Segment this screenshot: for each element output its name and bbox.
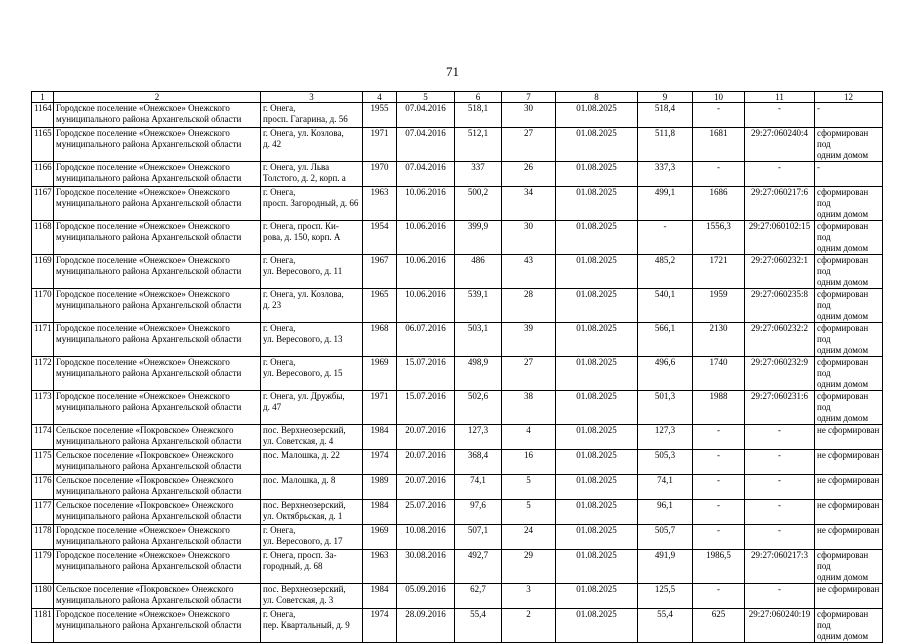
land-area-cell: 1988 bbox=[693, 391, 745, 425]
area-living-cell: 511,8 bbox=[638, 128, 693, 162]
address-cell: г. Онега, просп. Загородный, д. 66 bbox=[261, 187, 363, 221]
address-cell: г. Онега, ул. Вересового, д. 11 bbox=[261, 255, 363, 289]
table-row bbox=[32, 221, 883, 255]
land-area-cell: - bbox=[693, 584, 745, 609]
cadastral-number-cell: 29:27:060240:4 bbox=[745, 128, 815, 162]
land-area-cell: - bbox=[693, 103, 745, 128]
year-built-cell: 1984 bbox=[363, 584, 397, 609]
row-number-cell: 1168 bbox=[32, 221, 54, 255]
date-recognized-cell: 15.07.2016 bbox=[397, 391, 455, 425]
municipality-cell: Городское поселение «Онежское» Онежского муниципального района Архангельской области bbox=[54, 357, 261, 391]
column-number: 1 bbox=[32, 92, 54, 103]
land-status-cell: сформирован под одним домом bbox=[815, 187, 883, 221]
residents-cell: 5 bbox=[502, 475, 556, 500]
municipality-cell: Городское поселение «Онежское» Онежского муниципального района Архангельской области bbox=[54, 289, 261, 323]
area-total-cell: 507,1 bbox=[455, 525, 502, 550]
table-row bbox=[32, 162, 883, 187]
land-area-cell: 2130 bbox=[693, 323, 745, 357]
area-living-cell: 55,4 bbox=[638, 609, 693, 643]
address-cell: пос. Верхнеозерский, ул. Октябрьская, д. 1 bbox=[261, 500, 363, 525]
date-recognized-cell: 25.07.2016 bbox=[397, 500, 455, 525]
area-living-cell: 74,1 bbox=[638, 475, 693, 500]
table-body bbox=[32, 92, 883, 643]
address-cell: г. Онега, ул. Козлова, д. 23 bbox=[261, 289, 363, 323]
column-number: 11 bbox=[745, 92, 815, 103]
residents-cell: 27 bbox=[502, 357, 556, 391]
residents-cell: 26 bbox=[502, 162, 556, 187]
land-status-cell: не сформирован bbox=[815, 475, 883, 500]
column-number: 10 bbox=[693, 92, 745, 103]
year-built-cell: 1984 bbox=[363, 425, 397, 450]
cadastral-number-cell: - bbox=[745, 500, 815, 525]
land-area-cell: 1740 bbox=[693, 357, 745, 391]
column-number: 12 bbox=[815, 92, 883, 103]
address-cell: г. Онега, ул. Вересового, д. 15 bbox=[261, 357, 363, 391]
date-recognized-cell: 20.07.2016 bbox=[397, 450, 455, 475]
column-number: 2 bbox=[54, 92, 261, 103]
relocation-deadline-cell: 01.08.2025 bbox=[556, 450, 638, 475]
table-row bbox=[32, 103, 883, 128]
table-row bbox=[32, 584, 883, 609]
residents-cell: 30 bbox=[502, 221, 556, 255]
date-recognized-cell: 05.09.2016 bbox=[397, 584, 455, 609]
land-area-cell: 1959 bbox=[693, 289, 745, 323]
relocation-deadline-cell: 01.08.2025 bbox=[556, 525, 638, 550]
residents-cell: 4 bbox=[502, 425, 556, 450]
year-built-cell: 1967 bbox=[363, 255, 397, 289]
column-number: 4 bbox=[363, 92, 397, 103]
relocation-deadline-cell: 01.08.2025 bbox=[556, 609, 638, 643]
residents-cell: 16 bbox=[502, 450, 556, 475]
land-status-cell: сформирован под одним домом bbox=[815, 550, 883, 584]
relocation-deadline-cell: 01.08.2025 bbox=[556, 221, 638, 255]
cadastral-number-cell: 29:27:060217:3 bbox=[745, 550, 815, 584]
table-row bbox=[32, 500, 883, 525]
municipality-cell: Сельское поселение «Покровское» Онежского муниципального района Архангельской области bbox=[54, 584, 261, 609]
area-total-cell: 97,6 bbox=[455, 500, 502, 525]
land-status-cell: сформирован под одним домом bbox=[815, 323, 883, 357]
relocation-deadline-cell: 01.08.2025 bbox=[556, 357, 638, 391]
municipality-cell: Сельское поселение «Покровское» Онежского муниципального района Архангельской области bbox=[54, 500, 261, 525]
cadastral-number-cell: 29:27:060232:9 bbox=[745, 357, 815, 391]
year-built-cell: 1970 bbox=[363, 162, 397, 187]
row-number-cell: 1164 bbox=[32, 103, 54, 128]
row-number-cell: 1180 bbox=[32, 584, 54, 609]
date-recognized-cell: 07.04.2016 bbox=[397, 103, 455, 128]
address-cell: г. Онега, просп. Ки- рова, д. 150, корп. А bbox=[261, 221, 363, 255]
table-row bbox=[32, 323, 883, 357]
land-status-cell: - bbox=[815, 162, 883, 187]
residents-cell: 3 bbox=[502, 584, 556, 609]
row-number-cell: 1166 bbox=[32, 162, 54, 187]
table-row bbox=[32, 450, 883, 475]
row-number-cell: 1172 bbox=[32, 357, 54, 391]
area-living-cell: 496,6 bbox=[638, 357, 693, 391]
area-total-cell: 502,6 bbox=[455, 391, 502, 425]
area-total-cell: 498,9 bbox=[455, 357, 502, 391]
table-row bbox=[32, 357, 883, 391]
address-cell: г. Онега, ул. Вересового, д. 17 bbox=[261, 525, 363, 550]
area-living-cell: 337,3 bbox=[638, 162, 693, 187]
residents-cell: 5 bbox=[502, 500, 556, 525]
land-status-cell: сформирован под одним домом bbox=[815, 289, 883, 323]
relocation-deadline-cell: 01.08.2025 bbox=[556, 289, 638, 323]
date-recognized-cell: 28.09.2016 bbox=[397, 609, 455, 643]
address-cell: г. Онега, ул. Льва Толстого, д. 2, корп. а bbox=[261, 162, 363, 187]
residents-cell: 39 bbox=[502, 323, 556, 357]
column-number: 8 bbox=[556, 92, 638, 103]
area-living-cell: 491,9 bbox=[638, 550, 693, 584]
area-living-cell: - bbox=[638, 221, 693, 255]
date-recognized-cell: 10.06.2016 bbox=[397, 221, 455, 255]
table-row bbox=[32, 550, 883, 584]
column-number: 9 bbox=[638, 92, 693, 103]
land-area-cell: 1556,3 bbox=[693, 221, 745, 255]
area-total-cell: 368,4 bbox=[455, 450, 502, 475]
cadastral-number-cell: - bbox=[745, 162, 815, 187]
land-status-cell: сформирован под одним домом bbox=[815, 357, 883, 391]
relocation-deadline-cell: 01.08.2025 bbox=[556, 128, 638, 162]
year-built-cell: 1974 bbox=[363, 450, 397, 475]
row-number-cell: 1178 bbox=[32, 525, 54, 550]
address-cell: г. Онега, пер. Квартальный, д. 9 bbox=[261, 609, 363, 643]
residents-cell: 38 bbox=[502, 391, 556, 425]
land-area-cell: - bbox=[693, 500, 745, 525]
address-cell: г. Онега, просп. За- городный, д. 68 bbox=[261, 550, 363, 584]
municipality-cell: Городское поселение «Онежское» Онежского муниципального района Архангельской области bbox=[54, 187, 261, 221]
date-recognized-cell: 20.07.2016 bbox=[397, 425, 455, 450]
area-living-cell: 501,3 bbox=[638, 391, 693, 425]
date-recognized-cell: 10.06.2016 bbox=[397, 187, 455, 221]
area-living-cell: 499,1 bbox=[638, 187, 693, 221]
area-total-cell: 486 bbox=[455, 255, 502, 289]
relocation-deadline-cell: 01.08.2025 bbox=[556, 500, 638, 525]
cadastral-number-cell: 29:27:060217:6 bbox=[745, 187, 815, 221]
address-cell: г. Онега, ул. Дружбы, д. 47 bbox=[261, 391, 363, 425]
relocation-deadline-cell: 01.08.2025 bbox=[556, 391, 638, 425]
cadastral-number-cell: 29:27:060235:8 bbox=[745, 289, 815, 323]
year-built-cell: 1963 bbox=[363, 187, 397, 221]
row-number-cell: 1175 bbox=[32, 450, 54, 475]
area-living-cell: 485,2 bbox=[638, 255, 693, 289]
municipality-cell: Сельское поселение «Покровское» Онежского муниципального района Архангельской области bbox=[54, 475, 261, 500]
area-total-cell: 500,2 bbox=[455, 187, 502, 221]
header-row bbox=[32, 92, 883, 103]
municipality-cell: Городское поселение «Онежское» Онежского муниципального района Архангельской области bbox=[54, 255, 261, 289]
row-number-cell: 1177 bbox=[32, 500, 54, 525]
table-row bbox=[32, 128, 883, 162]
row-number-cell: 1165 bbox=[32, 128, 54, 162]
row-number-cell: 1171 bbox=[32, 323, 54, 357]
row-number-cell: 1174 bbox=[32, 425, 54, 450]
municipality-cell: Городское поселение «Онежское» Онежского муниципального района Архангельской области bbox=[54, 525, 261, 550]
land-status-cell: не сформирован bbox=[815, 525, 883, 550]
area-total-cell: 492,7 bbox=[455, 550, 502, 584]
municipality-cell: Городское поселение «Онежское» Онежского муниципального района Архангельской области bbox=[54, 103, 261, 128]
land-status-cell: сформирован под одним домом bbox=[815, 221, 883, 255]
relocation-deadline-cell: 01.08.2025 bbox=[556, 584, 638, 609]
area-total-cell: 539,1 bbox=[455, 289, 502, 323]
year-built-cell: 1954 bbox=[363, 221, 397, 255]
area-total-cell: 518,1 bbox=[455, 103, 502, 128]
municipality-cell: Сельское поселение «Покровское» Онежского муниципального района Архангельской области bbox=[54, 450, 261, 475]
residents-cell: 27 bbox=[502, 128, 556, 162]
residents-cell: 43 bbox=[502, 255, 556, 289]
year-built-cell: 1989 bbox=[363, 475, 397, 500]
address-cell: пос. Малошка, д. 22 bbox=[261, 450, 363, 475]
cadastral-number-cell: - bbox=[745, 475, 815, 500]
municipality-cell: Сельское поселение «Покровское» Онежского муниципального района Архангельской области bbox=[54, 425, 261, 450]
column-number: 6 bbox=[455, 92, 502, 103]
area-total-cell: 512,1 bbox=[455, 128, 502, 162]
relocation-deadline-cell: 01.08.2025 bbox=[556, 323, 638, 357]
year-built-cell: 1955 bbox=[363, 103, 397, 128]
land-area-cell: - bbox=[693, 425, 745, 450]
address-cell: пос. Малошка, д. 8 bbox=[261, 475, 363, 500]
year-built-cell: 1974 bbox=[363, 609, 397, 643]
land-status-cell: сформирован под одним домом bbox=[815, 609, 883, 643]
table-row bbox=[32, 391, 883, 425]
land-status-cell: сформирован под одним домом bbox=[815, 391, 883, 425]
area-living-cell: 540,1 bbox=[638, 289, 693, 323]
residents-cell: 34 bbox=[502, 187, 556, 221]
address-cell: г. Онега, ул. Козлова, д. 42 bbox=[261, 128, 363, 162]
area-living-cell: 505,3 bbox=[638, 450, 693, 475]
area-living-cell: 566,1 bbox=[638, 323, 693, 357]
row-number-cell: 1170 bbox=[32, 289, 54, 323]
municipality-cell: Городское поселение «Онежское» Онежского муниципального района Архангельской области bbox=[54, 550, 261, 584]
date-recognized-cell: 06.07.2016 bbox=[397, 323, 455, 357]
table-row bbox=[32, 255, 883, 289]
relocation-deadline-cell: 01.08.2025 bbox=[556, 475, 638, 500]
land-area-cell: 1681 bbox=[693, 128, 745, 162]
column-number: 5 bbox=[397, 92, 455, 103]
date-recognized-cell: 15.07.2016 bbox=[397, 357, 455, 391]
year-built-cell: 1969 bbox=[363, 525, 397, 550]
residents-cell: 2 bbox=[502, 609, 556, 643]
area-total-cell: 337 bbox=[455, 162, 502, 187]
relocation-deadline-cell: 01.08.2025 bbox=[556, 103, 638, 128]
relocation-deadline-cell: 01.08.2025 bbox=[556, 550, 638, 584]
address-cell: пос. Верхнеозерский, ул. Советская, д. 3 bbox=[261, 584, 363, 609]
area-living-cell: 518,4 bbox=[638, 103, 693, 128]
cadastral-number-cell: 29:27:060240:19 bbox=[745, 609, 815, 643]
year-built-cell: 1965 bbox=[363, 289, 397, 323]
land-status-cell: сформирован под одним домом bbox=[815, 128, 883, 162]
area-living-cell: 505,7 bbox=[638, 525, 693, 550]
land-area-cell: 1986,5 bbox=[693, 550, 745, 584]
cadastral-number-cell: - bbox=[745, 103, 815, 128]
cadastral-number-cell: - bbox=[745, 450, 815, 475]
land-status-cell: - bbox=[815, 103, 883, 128]
relocation-deadline-cell: 01.08.2025 bbox=[556, 425, 638, 450]
year-built-cell: 1963 bbox=[363, 550, 397, 584]
housing-registry-table bbox=[31, 91, 883, 643]
cadastral-number-cell: 29:27:060102:15 bbox=[745, 221, 815, 255]
date-recognized-cell: 20.07.2016 bbox=[397, 475, 455, 500]
municipality-cell: Городское поселение «Онежское» Онежского муниципального района Архангельской области bbox=[54, 391, 261, 425]
year-built-cell: 1971 bbox=[363, 128, 397, 162]
table-row bbox=[32, 475, 883, 500]
land-area-cell: 1686 bbox=[693, 187, 745, 221]
relocation-deadline-cell: 01.08.2025 bbox=[556, 255, 638, 289]
land-area-cell: - bbox=[693, 525, 745, 550]
municipality-cell: Городское поселение «Онежское» Онежского муниципального района Архангельской области bbox=[54, 323, 261, 357]
date-recognized-cell: 07.04.2016 bbox=[397, 128, 455, 162]
year-built-cell: 1971 bbox=[363, 391, 397, 425]
address-cell: г. Онега, просп. Гагарина, д. 56 bbox=[261, 103, 363, 128]
cadastral-number-cell: - bbox=[745, 425, 815, 450]
area-total-cell: 399,9 bbox=[455, 221, 502, 255]
land-status-cell: не сформирован bbox=[815, 450, 883, 475]
cadastral-number-cell: 29:27:060232:2 bbox=[745, 323, 815, 357]
land-status-cell: не сформирован bbox=[815, 584, 883, 609]
cadastral-number-cell: - bbox=[745, 525, 815, 550]
residents-cell: 28 bbox=[502, 289, 556, 323]
municipality-cell: Городское поселение «Онежское» Онежского муниципального района Архангельской области bbox=[54, 162, 261, 187]
area-total-cell: 74,1 bbox=[455, 475, 502, 500]
column-number: 3 bbox=[261, 92, 363, 103]
land-area-cell: - bbox=[693, 162, 745, 187]
land-area-cell: - bbox=[693, 450, 745, 475]
date-recognized-cell: 07.04.2016 bbox=[397, 162, 455, 187]
row-number-cell: 1176 bbox=[32, 475, 54, 500]
land-status-cell: не сформирован bbox=[815, 425, 883, 450]
table-row bbox=[32, 187, 883, 221]
year-built-cell: 1968 bbox=[363, 323, 397, 357]
row-number-cell: 1179 bbox=[32, 550, 54, 584]
residents-cell: 24 bbox=[502, 525, 556, 550]
area-total-cell: 503,1 bbox=[455, 323, 502, 357]
table-row bbox=[32, 289, 883, 323]
municipality-cell: Городское поселение «Онежское» Онежского муниципального района Архангельской области bbox=[54, 128, 261, 162]
land-area-cell: - bbox=[693, 475, 745, 500]
page-number: 71 bbox=[446, 64, 459, 79]
table-row bbox=[32, 425, 883, 450]
relocation-deadline-cell: 01.08.2025 bbox=[556, 162, 638, 187]
cadastral-number-cell: - bbox=[745, 584, 815, 609]
column-number: 7 bbox=[502, 92, 556, 103]
year-built-cell: 1969 bbox=[363, 357, 397, 391]
address-cell: пос. Верхнеозерский, ул. Советская, д. 4 bbox=[261, 425, 363, 450]
area-total-cell: 62,7 bbox=[455, 584, 502, 609]
land-area-cell: 1721 bbox=[693, 255, 745, 289]
cadastral-number-cell: 29:27:060231:6 bbox=[745, 391, 815, 425]
table-row bbox=[32, 525, 883, 550]
area-total-cell: 55,4 bbox=[455, 609, 502, 643]
row-number-cell: 1169 bbox=[32, 255, 54, 289]
area-total-cell: 127,3 bbox=[455, 425, 502, 450]
year-built-cell: 1984 bbox=[363, 500, 397, 525]
area-living-cell: 127,3 bbox=[638, 425, 693, 450]
municipality-cell: Городское поселение «Онежское» Онежского муниципального района Архангельской области bbox=[54, 609, 261, 643]
land-status-cell: не сформирован bbox=[815, 500, 883, 525]
row-number-cell: 1173 bbox=[32, 391, 54, 425]
municipality-cell: Городское поселение «Онежское» Онежского муниципального района Архангельской области bbox=[54, 221, 261, 255]
date-recognized-cell: 10.06.2016 bbox=[397, 289, 455, 323]
date-recognized-cell: 30.08.2016 bbox=[397, 550, 455, 584]
row-number-cell: 1167 bbox=[32, 187, 54, 221]
residents-cell: 29 bbox=[502, 550, 556, 584]
area-living-cell: 125,5 bbox=[638, 584, 693, 609]
table-row bbox=[32, 609, 883, 643]
land-area-cell: 625 bbox=[693, 609, 745, 643]
residents-cell: 30 bbox=[502, 103, 556, 128]
date-recognized-cell: 10.08.2016 bbox=[397, 525, 455, 550]
address-cell: г. Онега, ул. Вересового, д. 13 bbox=[261, 323, 363, 357]
date-recognized-cell: 10.06.2016 bbox=[397, 255, 455, 289]
relocation-deadline-cell: 01.08.2025 bbox=[556, 187, 638, 221]
land-status-cell: сформирован под одним домом bbox=[815, 255, 883, 289]
row-number-cell: 1181 bbox=[32, 609, 54, 643]
cadastral-number-cell: 29:27:060232:1 bbox=[745, 255, 815, 289]
area-living-cell: 96,1 bbox=[638, 500, 693, 525]
